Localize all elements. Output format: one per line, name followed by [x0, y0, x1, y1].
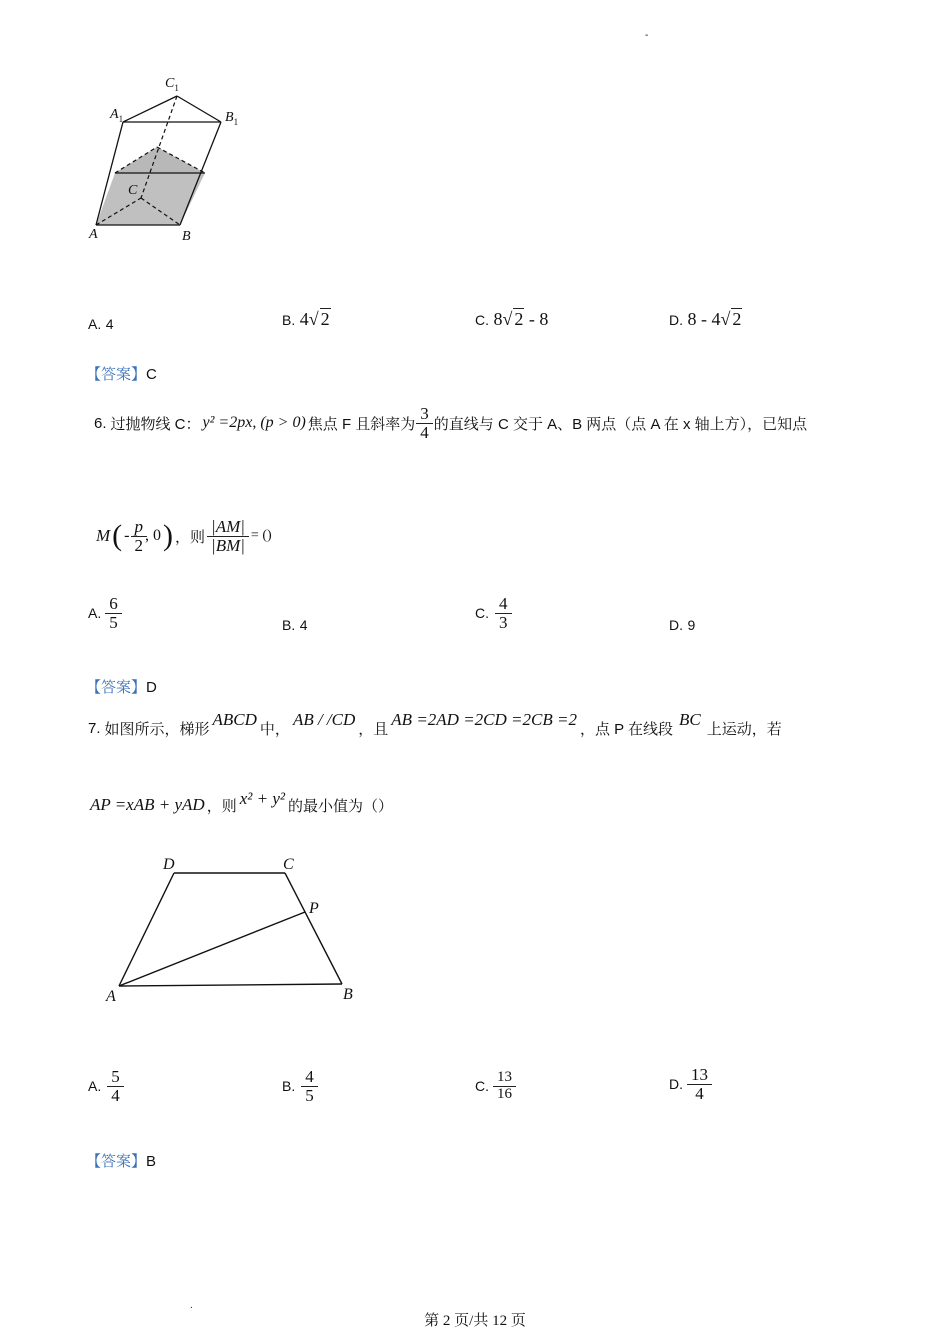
q6-option-b[interactable]: B. 4 — [282, 617, 308, 633]
q5-option-d[interactable]: D. 8 - 4√ 2 — [669, 309, 742, 329]
q5-option-b[interactable]: B. 4√ 2 — [282, 309, 330, 329]
page-number: 第 2 页/共 12 页 — [424, 1313, 526, 1329]
header-mark: - — [645, 30, 649, 41]
q7-option-d[interactable]: D. $\frac{13}{4}$ — [669, 1066, 710, 1103]
q6-stem-line1: 6. 过抛物线 C： y² =2px, (p > 0) 焦点 F 且斜率为 $\frac{3}{4}$ 的直线与 C 交于 A、B 两点（点 A 在 x 轴上方），已知点 — [94, 403, 808, 442]
q6-option-c[interactable]: C. $\frac{4}{3}$ — [475, 595, 510, 632]
q7-number: 7. — [88, 719, 101, 737]
footer-mark: . — [190, 1300, 193, 1311]
prism-figure — [80, 70, 260, 255]
q7-answer: 【答案】B — [86, 1153, 157, 1170]
shaded-section — [96, 173, 205, 225]
label-B1: $B_1$ — [225, 110, 239, 127]
label-A2: A — [106, 988, 116, 1005]
q6-option-d[interactable]: D. 9 — [669, 617, 696, 633]
q5-option-a[interactable]: A. 4 — [88, 316, 114, 332]
q5-option-c[interactable]: C. 8√ 2 - 8 — [475, 309, 549, 329]
q7-stem-line2: AP =xAB + yAD ，则 x² + y² 的最小值为（） — [90, 789, 393, 815]
q6-slope-fraction: $\frac{3}{4}$ — [418, 405, 431, 442]
label-A1: $A_1$ — [110, 107, 124, 124]
q6-number: 6. — [94, 414, 107, 432]
label-C2: C — [283, 856, 294, 873]
label-C: C — [128, 183, 138, 198]
label-D: D — [163, 856, 175, 873]
label-C1: $C_1$ — [165, 76, 179, 93]
shaded-triangle — [115, 147, 205, 173]
q7-option-b[interactable]: B. $\frac{4}{5}$ — [282, 1068, 316, 1105]
q6-stem-line2: M ( - $\frac{p}{2}$ , 0 ) ，则 $\frac{|AM|}{|BM|}$ = () — [96, 516, 272, 555]
label-A: A — [89, 227, 98, 242]
q6-ratio-fraction: $\frac{|AM|}{|BM|}$ — [209, 518, 247, 555]
q7-option-c[interactable]: C. $\frac{13}{16}$ — [475, 1070, 514, 1103]
q5-answer: 【答案】C — [86, 366, 157, 383]
trapezoid-figure — [100, 855, 370, 1015]
label-P: P — [309, 900, 319, 917]
q6-answer: 【答案】D — [86, 679, 157, 696]
q7-stem-line1: 7. 如图所示，梯形 ABCD 中， AB / /CD ，且 AB =2AD =2CD =2CB =2 ，点 P 在线段 BC 上运动，若 — [88, 710, 782, 738]
label-B: B — [182, 229, 191, 244]
q7-option-a[interactable]: A. $\frac{5}{4}$ — [88, 1068, 122, 1105]
q6-option-a[interactable]: A. $\frac{6}{5}$ — [88, 595, 120, 632]
label-B2: B — [343, 986, 353, 1003]
